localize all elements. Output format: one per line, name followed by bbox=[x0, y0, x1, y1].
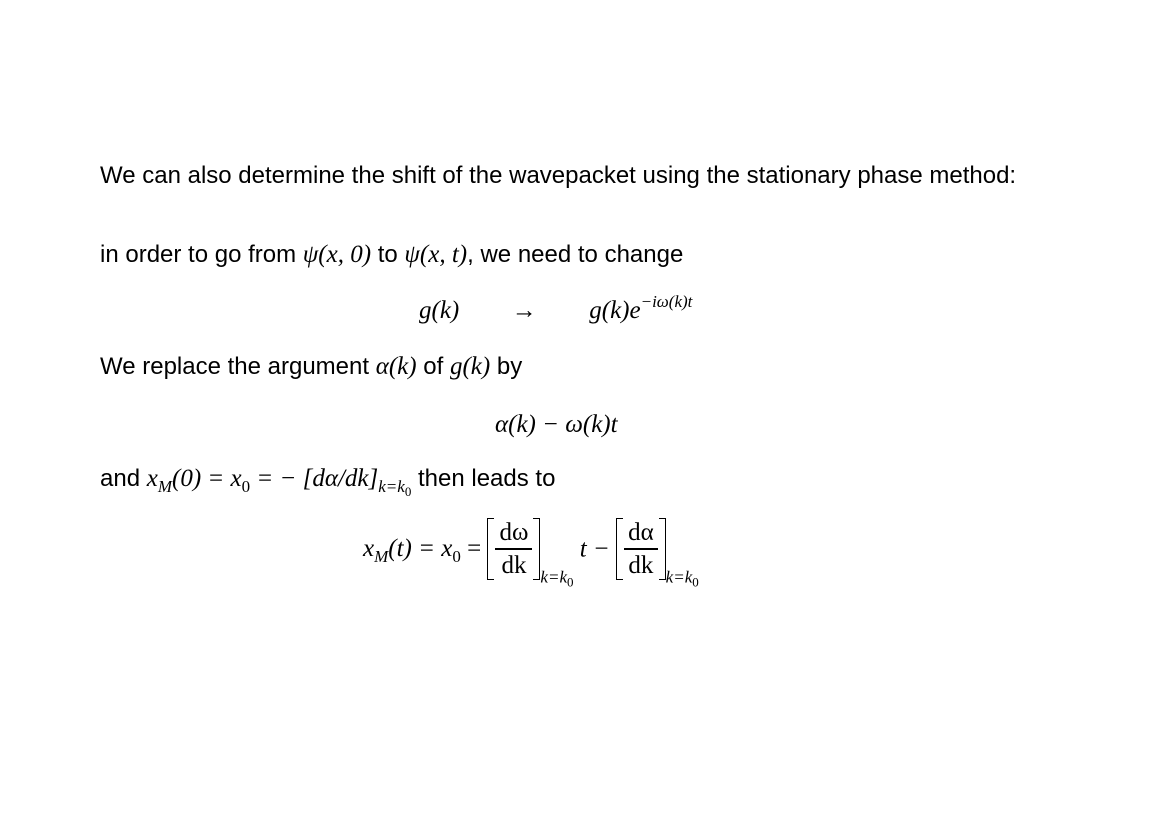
line-and bbox=[100, 465, 556, 499]
fraction-dalpha-dk bbox=[624, 520, 658, 578]
eq-right: g(k)e bbox=[589, 297, 641, 324]
bracket-sub-1-zero: 0 bbox=[566, 574, 574, 590]
eq-lhs-rest: (t) = x bbox=[388, 535, 453, 563]
bracket-group-1 bbox=[487, 520, 540, 578]
math-sub-k0: 0 bbox=[404, 484, 412, 499]
bracket-sub-1: k=k bbox=[540, 567, 567, 587]
text-segment: in order to go from bbox=[100, 241, 303, 268]
frac-den: dk bbox=[501, 551, 527, 579]
eq-middle: t − bbox=[579, 535, 617, 563]
bracket-sub-2-zero: 0 bbox=[692, 574, 699, 590]
arrow-icon: → bbox=[511, 297, 537, 324]
line-go-from bbox=[100, 242, 683, 267]
equation-result bbox=[363, 520, 699, 588]
math-psi-x-t: ψ(x, t) bbox=[404, 241, 468, 268]
frac-num: dα bbox=[628, 519, 654, 546]
line-replace bbox=[100, 354, 522, 379]
math-derivative-bracket: = − [dα/dk] bbox=[250, 465, 379, 492]
math-alpha-k: α(k) bbox=[375, 353, 417, 380]
frac-den: dk bbox=[628, 551, 654, 579]
equation-change bbox=[419, 292, 693, 324]
eq-lhs-sub0: 0 bbox=[452, 547, 461, 567]
text-segment: by bbox=[490, 353, 523, 380]
math-sub-k-equals: k=k bbox=[378, 477, 405, 496]
math-psi-x-0: ψ(x, 0) bbox=[302, 241, 372, 268]
equation-argument: α(k) − ω(k)t bbox=[495, 411, 618, 438]
math-g-k: g(k) bbox=[449, 353, 491, 380]
math-sub-zero: 0 bbox=[241, 477, 251, 496]
math-x0-part: (0) = x bbox=[172, 465, 242, 492]
frac-num: dω bbox=[499, 519, 529, 546]
text-segment: and bbox=[100, 465, 147, 492]
math-xm: x bbox=[146, 465, 158, 492]
fraction-domega-dk bbox=[495, 520, 532, 578]
eq-equals: = bbox=[460, 535, 488, 563]
bracket-group-2 bbox=[616, 520, 666, 578]
eq-left: g(k) bbox=[419, 297, 460, 324]
intro-text: We can also determine the shift of the wavepacket using the stationary phase method: bbox=[100, 162, 1017, 189]
text-segment: then leads to bbox=[411, 465, 556, 492]
text-segment: , we need to change bbox=[467, 241, 684, 268]
eq-right-exponent: −iω(k)t bbox=[640, 292, 693, 311]
math-xm-sub: M bbox=[157, 477, 172, 496]
text-segment: We replace the argument bbox=[100, 353, 376, 380]
eq-lhs-sub: M bbox=[374, 547, 389, 567]
text-segment: to bbox=[371, 241, 405, 268]
bracket-sub-2: k=k bbox=[665, 567, 693, 587]
eq-lhs-x: x bbox=[363, 535, 375, 563]
text-segment: of bbox=[416, 353, 450, 380]
